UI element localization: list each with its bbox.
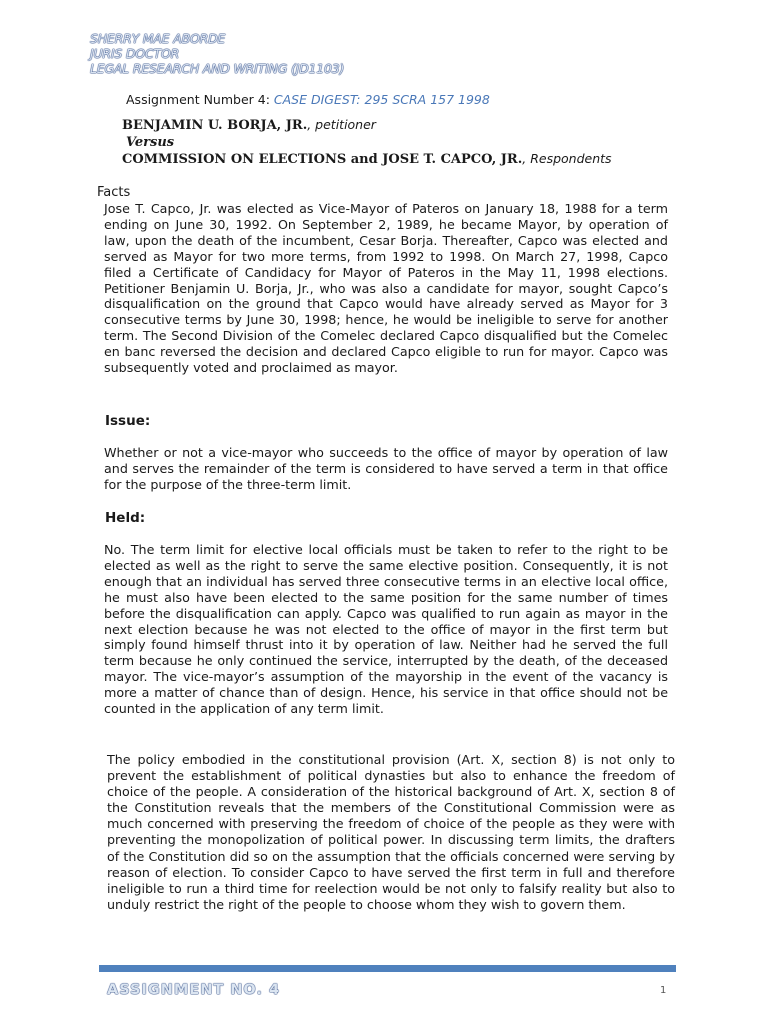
degree: JURIS DOCTOR <box>90 46 180 61</box>
footer-divider <box>99 965 676 972</box>
respondent-role: , Respondents <box>522 151 612 166</box>
held-paragraph: No. The term limit for elective local officials must be taken to refer to the right to be elected as well as the right to serve the same elective position. Consequently, it is not enough that an individual has served three consecutive terms in an elective local office, he must also have been elected to the same position for the same number of times before the disqualification can apply. Capco was qualified to run again as mayor in the next election because he was not elected to the office of mayor in the first term but simply found himself thrust into it by operation of law. Neither had he served the full term because he only continued the service, interrupted by the death, of the deceased mayor. The vice-mayor’s assumption of the mayorship in the event of the vacancy is more a matter of chance than of design. Hence, his service in that office should not be counted in the application of any term limit. <box>104 542 668 717</box>
case-parties <box>122 117 612 169</box>
issue-paragraph: Whether or not a vice-mayor who succeeds to the office of mayor by operation of law and serves the remainder of the term is considered to have served a term in that office for the purpose of the three-term limit. <box>104 445 668 492</box>
course-name: LEGAL RESEARCH AND WRITING (JD1103) <box>90 61 345 76</box>
held-heading: Held: <box>105 510 146 526</box>
petitioner-line <box>122 117 612 135</box>
assignment-line <box>126 92 490 107</box>
author-name: SHERRY MAE ABORDE <box>90 31 226 46</box>
petitioner-role: , petitioner <box>307 117 376 132</box>
facts-heading: Facts <box>97 185 131 200</box>
issue-heading: Issue: <box>105 413 151 429</box>
respondent-name: COMMISSION ON ELECTIONS and JOSE T. CAPCO, JR. <box>122 152 523 167</box>
case-digest-citation: CASE DIGEST: 295 SCRA 157 1998 <box>273 92 490 107</box>
versus-label: Versus <box>126 134 175 150</box>
assignment-prefix: Assignment Number 4: <box>126 92 274 107</box>
facts-paragraph: Jose T. Capco, Jr. was elected as Vice-Mayor of Pateros on January 18, 1988 for a term ending on June 30, 1992. On September 2, 1989, he became Mayor, by operation of law, upon the death of the incumbent, Cesar Borja. Thereafter, Capco was elected and served as Mayor for two more terms, from 1992 to 1998. On March 27, 1998, Capco filed a Certificate of Candidacy for Mayor of Pateros in the May 11, 1998 elections. Petitioner Benjamin U. Borja, Jr., who was also a candidate for mayor, sought Capco’s disqualification on the ground that Capco would have already served as Mayor for 3 consecutive terms by June 30, 1998; hence, he would be ineligible to serve for another term. The Second Division of the Comelec declared Capco disqualified but the Comelec en banc reversed the decision and declared Capco eligible to run for mayor. Capco was subsequently voted and proclaimed as mayor. <box>104 201 668 376</box>
petitioner-name: BENJAMIN U. BORJA, JR. <box>122 118 308 133</box>
policy-paragraph: The policy embodied in the constitutional provision (Art. X, section 8) is not only to prevent the establishment of political dynasties but also to enhance the freedom of choice of the people. A consideration of the historical background of Art. X, section 8 of the Constitution reveals that the members of the Constitutional Commission were as much concerned with preserving the freedom of choice of the people as they were with preventing the monopolization of political power. In discussing term limits, the drafters of the Constitution did so on the assumption that the officials concerned were serving by reason of election. To consider Capco to have served the first term in full and therefore ineligible to run a third time for reelection would be not only to falsify reality but also to unduly restrict the right of the people to choose whom they wish to govern them. <box>107 752 675 912</box>
footer-label: ASSIGNMENT NO. 4 <box>107 982 281 998</box>
page-number: 1 <box>660 985 667 996</box>
document-header <box>90 31 344 76</box>
respondent-line <box>122 151 612 169</box>
